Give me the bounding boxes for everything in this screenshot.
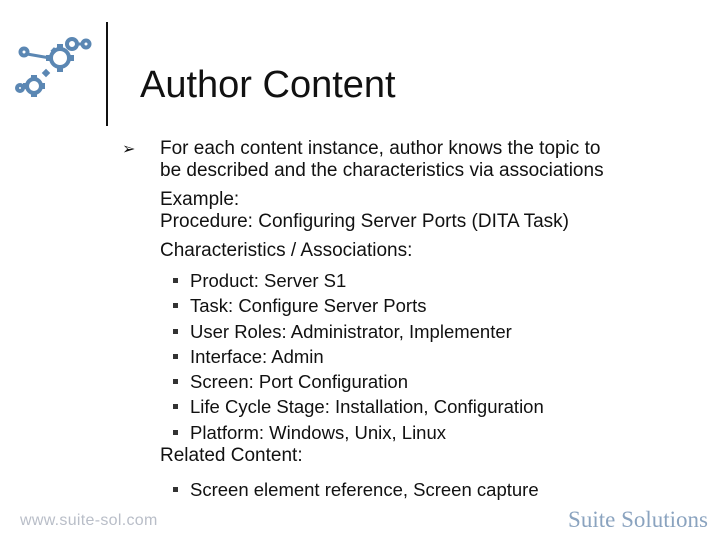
footer-brand-logo: Suite Solutions (568, 507, 708, 532)
title-divider (106, 22, 108, 126)
arrow-bullet-icon: ➢ (122, 141, 136, 158)
list-item: Interface: Admin (190, 344, 705, 369)
list-item: Product: Server S1 (190, 268, 705, 293)
characteristics-list (190, 268, 705, 445)
intro-paragraph (160, 138, 705, 182)
related-list (190, 477, 705, 502)
list-item: Platform: Windows, Unix, Linux (190, 420, 705, 445)
footer-url: www.suite-sol.com (20, 512, 158, 529)
list-item: Screen: Port Configuration (190, 369, 705, 394)
example-procedure: Procedure: Configuring Server Ports (DITA Task) (160, 211, 570, 232)
characteristics-heading: Characteristics / Associations: (160, 240, 413, 261)
intro-line-1: For each content instance, author knows the topic to (160, 138, 601, 159)
list-item: User Roles: Administrator, Implementer (190, 319, 705, 344)
slide-title: Author Content (140, 64, 396, 106)
example-label: Example: (160, 189, 240, 210)
list-item: Screen element reference, Screen capture (190, 477, 705, 502)
list-item: Task: Configure Server Ports (190, 293, 705, 318)
example-paragraph (160, 189, 705, 233)
gears-logo-icon (14, 30, 96, 112)
slide-body (122, 138, 705, 502)
related-heading: Related Content: (160, 445, 303, 467)
intro-line-2: be described and the characteristics via associations (160, 160, 604, 181)
list-item: Life Cycle Stage: Installation, Configuration (190, 394, 705, 419)
